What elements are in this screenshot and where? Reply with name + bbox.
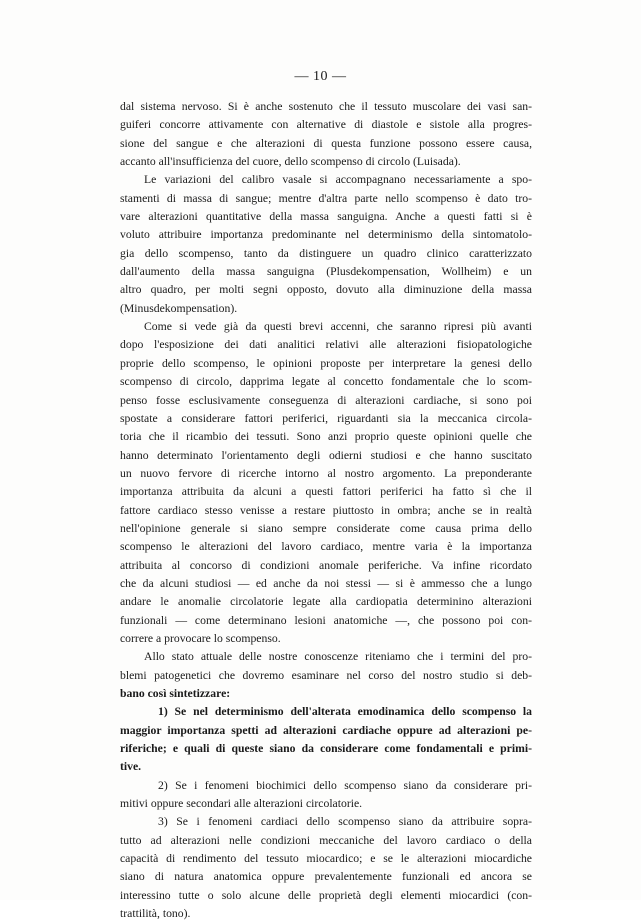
- text-line: Le variazioni del calibro vasale si accompagnano necessariamente a spo-: [144, 173, 532, 187]
- text-line: funzionali — come determinano lesioni anatomiche —, che possono poi con-: [120, 613, 532, 627]
- text-line: 1) Se nel determinismo dell'alterata emodinamica dello scompenso la: [158, 705, 532, 719]
- text-line: fattore cardiaco stesso venisse a restare piuttosto in ombra; anche se in realtà: [120, 503, 532, 517]
- text-line: toria che il ricambio dei tessuti. Sono anzi proprio queste opinioni quelle che: [120, 430, 532, 444]
- text-line: sione del sangue e che alterazioni di questa funzione possono essere causa,: [120, 136, 532, 150]
- text-line: 3) Se i fenomeni cardiaci dello scompenso siano da attribuire sopra-: [158, 815, 532, 829]
- paragraph-3: [120, 318, 532, 648]
- list-item-3: [120, 813, 532, 923]
- text-line: (Minusdekompensation).: [120, 301, 238, 315]
- text-line: che da alcuni studiosi — ed anche da noi stessi — si è ammesso che a lungo: [120, 576, 532, 590]
- text-line: correre a provocare lo scompenso.: [120, 631, 281, 645]
- text-line: tive.: [120, 760, 142, 774]
- text-line: penso fosse esclusivamente conseguenza di alterazioni cardiache, si sono poi: [120, 393, 532, 407]
- text-line: importanza attribuita da alcuni a questi fattori periferici ha fatto sì che il: [120, 485, 532, 499]
- text-line: Allo stato attuale delle nostre conoscenze riteniamo che i termini del pro-: [144, 650, 532, 664]
- text-line: scompenso di circolo, dapprima legate al concetto fondamentale che lo scom-: [120, 375, 532, 389]
- text-line: 2) Se i fenomeni biochimici dello scompenso siano da considerare pri-: [158, 778, 532, 792]
- text-line: guiferi concorre attivamente con alternative di diastole e sistole alla progres-: [120, 118, 532, 132]
- list-item-1: [120, 703, 532, 776]
- text-line: nell'opinione generale si siano sempre considerate come causa prima dello: [120, 521, 532, 535]
- text-line: hanno determinato l'orientamento degli odierni studiosi e che hanno suscitato: [120, 448, 532, 462]
- text-line: trattilità, tono).: [120, 907, 191, 921]
- text-line: dal sistema nervoso. Si è anche sostenuto che il tessuto muscolare dei vasi san-: [120, 100, 532, 113]
- text-line: blemi patogenetici che dovremo esaminare nel corso del nostro studio si deb-: [120, 668, 532, 682]
- text-line: accanto all'insufficienza del cuore, dello scompenso di circolo (Luisada).: [120, 155, 461, 169]
- text-line: voluto attribuire importanza predominante nel determinismo della sintomatolo-: [120, 228, 532, 242]
- text-line: capacità di rendimento del tessuto miocardico; e se le alterazioni miocardiche: [120, 852, 532, 866]
- text-line: spostate a considerare fattori periferici, riguardanti sia la meccanica circola-: [120, 411, 532, 425]
- list-item-2: [120, 777, 532, 814]
- text-line: siano di natura anatomica oppure prevalentemente funzionali ed ancora se: [120, 870, 532, 884]
- text-line: proprie dello scompenso, le opinioni proposte per interpretare la genesi dello: [120, 356, 532, 370]
- text-line: stamenti di massa di sangue; mentre d'altra parte nello scompenso è dato tro-: [120, 191, 532, 205]
- text-line: dall'aumento della massa sanguigna (Plusdekompensation, Wollheim) e un: [120, 265, 532, 279]
- text-line: interessino tutte o solo alcune delle proprietà degli elementi miocardici (con-: [120, 888, 532, 902]
- text-line: bano così sintetizzare:: [120, 687, 231, 700]
- text-line: attribuita al concorso di condizioni anomale periferiche. Va infine ricordato: [120, 558, 532, 572]
- text-line: vare alterazioni quantitative della massa sanguigna. Anche a questi fatti si è: [120, 210, 532, 224]
- text-line: Come si vede già da questi brevi accenni, che saranno ripresi più avanti: [144, 320, 532, 334]
- paragraph-2: [120, 171, 532, 318]
- text-line: riferiche; e quali di queste siano da considerare come fondamentali e primi-: [120, 742, 532, 756]
- paragraph-1: [120, 98, 532, 171]
- paragraph-4: [120, 648, 532, 703]
- body-text: [120, 98, 532, 923]
- text-line: maggior importanza spetti ad alterazioni cardiache oppure ad alterazioni pe-: [120, 723, 532, 737]
- text-line: un nuovo fervore di ricerche intorno al nostro argomento. La preponderante: [120, 466, 532, 480]
- text-line: andare le anomalie circolatorie legate alla cardiopatia determinino alterazioni: [120, 595, 532, 609]
- text-line: gia dello scompenso, tanto da distinguere un quadro clinico caratterizzato: [120, 246, 532, 260]
- page-number: — 10 —: [294, 69, 347, 84]
- text-line: dopo l'esposizione dei dati analitici relativi alle alterazioni fisiopatologiche: [120, 338, 532, 352]
- text-line: mitivi oppure secondari alle alterazioni circolatorie.: [120, 797, 363, 811]
- text-line: scompenso le alterazioni del lavoro cardiaco, mentre varia è la importanza: [120, 540, 532, 554]
- text-line: tutto ad alterazioni nelle condizioni meccaniche del lavoro cardiaco o della: [120, 833, 532, 847]
- text-line: altro quadro, per molti segni opposto, dovuto alla diminuzione della massa: [120, 283, 532, 297]
